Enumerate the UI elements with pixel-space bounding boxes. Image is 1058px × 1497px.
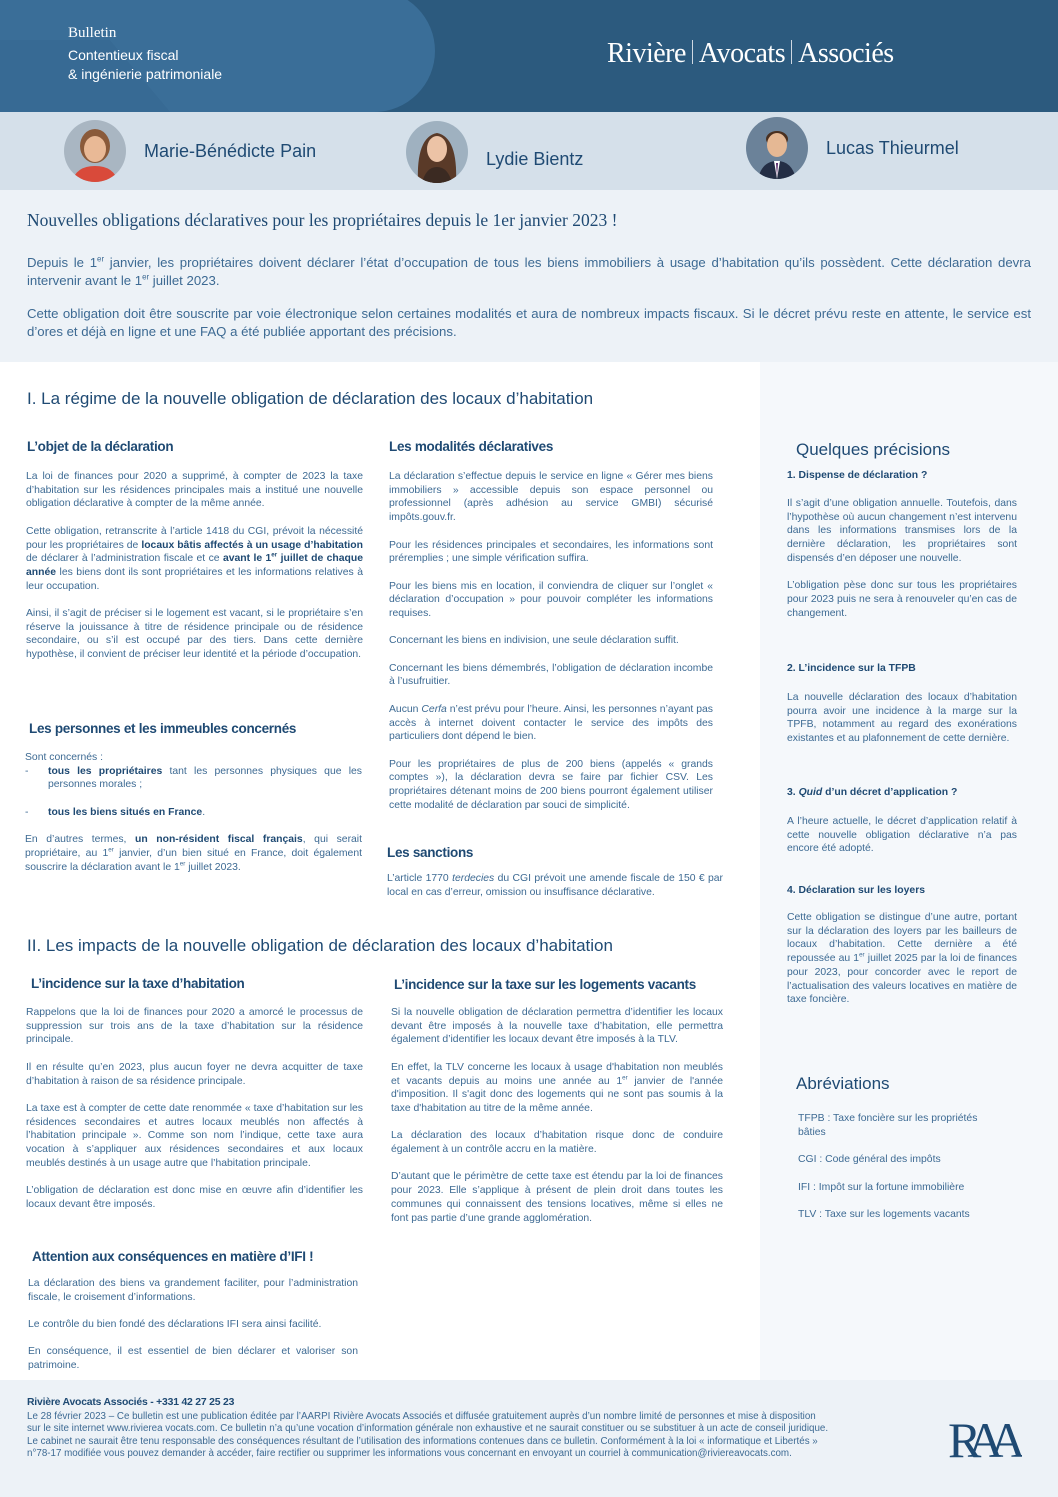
- bulletin-label: Bulletin: [68, 25, 117, 41]
- sidebar-answer: La nouvelle déclaration des locaux d’habitation pourra avoir une incidence à la marge sur la TPFB, notamment au regard des exonérations existantes et au plafonnement de cette dernière.: [787, 692, 1017, 745]
- author-name: Lydie Bientz: [486, 148, 584, 169]
- authors-band: [0, 112, 1058, 190]
- subsection-title: Les sanctions: [387, 845, 474, 860]
- abbreviation-item: IFI : Impôt sur la fortune immobilière: [798, 1182, 965, 1193]
- bulletin-subtitle-2: & ingénierie patrimoniale: [68, 66, 223, 82]
- author-name: Marie-Bénédicte Pain: [144, 140, 317, 161]
- list-item: - tous les propriétaires tant les personnes physiques que les personnes morales ;: [25, 765, 362, 792]
- abbreviation-item: CGI : Code général des impôts: [798, 1154, 941, 1165]
- abbreviation-item: TLV : Taxe sur les logements vacants: [798, 1209, 970, 1220]
- author-card: [746, 117, 959, 179]
- subsection-title: L’objet de la déclaration: [27, 439, 174, 454]
- bulletin-title-block: [68, 25, 222, 84]
- intro-section: [0, 190, 1058, 362]
- sanctions-text: L’article 1770 terdecies du CGI prévoit une amende fiscale de 150 € par local en cas d’erreur, omission ou insuffisance déclarative.: [387, 873, 723, 898]
- brand-divider: [692, 40, 693, 64]
- subsection-title: Les modalités déclaratives: [389, 439, 554, 454]
- section-title: II. Les impacts de la nouvelle obligation de déclaration des locaux d’habitation: [27, 936, 613, 955]
- sidebar-question: 1. Dispense de déclaration ?: [787, 470, 928, 481]
- avatar: [406, 121, 468, 183]
- footer-disclaimer: Le 28 février 2023 – Ce bulletin est une publication éditée par l’AARPI Rivière Avocats Associés et diffusée gratuitement auprès d’un nombre limité de personnes et mise à disposition sur le site internet www.rivierea vocats.com. Ce bulletin n’a qu’une vocation d’information générale non exhaustive et ne saurait constituer ou se substituer à un acte de conseil juridique. Le cabinet ne saurait être tenu responsable des conséquences résultant de l’utilisation des informations contenues dans ce bulletin. Conformément à la loi « informatique et Libertés » n°78-17 modifiée vous pouvez demander à accéder, faire rectifier ou supprimer les informations vous concernant en envoyant un courriel à communication@riviereavocats.com.: [27, 1411, 829, 1460]
- sidebar-title: Quelques précisions: [796, 440, 951, 459]
- personnes-text: Sont concernés : - tous les propriétaires tant les personnes physiques que les personnes morales ; - tous les biens situés en France. En d’autres termes, un non-résident fiscal français, qui serait propriétaire, au 1er janvier, d’un bien situé en France, doit également souscrire la déclaration avant le 1er juillet 2023.: [25, 751, 362, 888]
- abbreviations-title: Abréviations: [796, 1074, 890, 1093]
- abbreviation-item: TFPB : Taxe foncière sur les propriétés bâties: [798, 1113, 978, 1138]
- avatar: [64, 120, 126, 182]
- sidebar-question: 3. Quid d’un décret d’application ?: [787, 787, 958, 798]
- page-title: Nouvelles obligations déclaratives pour les propriétaires depuis le 1er janvier 2023 !: [27, 210, 618, 230]
- brand-part: Rivière: [607, 38, 686, 69]
- subsection-title: Attention aux conséquences en matière d’IFI !: [32, 1249, 314, 1264]
- footer-contact: Rivière Avocats Associés - +331 42 27 25 23: [27, 1397, 235, 1408]
- sidebar-answer: Cette obligation se distingue d’une autre, portant sur la déclaration des loyers par les bailleurs de locaux d’habitation. Cette dernière a été repoussée au 1er juillet 2025 par la loi de finances pour 2023, pour concorder avec le report de l’actualisation des valeurs locatives en matière de taxe foncière.: [787, 912, 1017, 1006]
- brand-part: Avocats: [698, 38, 786, 69]
- sidebar-question: 4. Déclaration sur les loyers: [787, 885, 926, 896]
- modalites-text: La déclaration s’effectue depuis le service en ligne « Gérer mes biens immobiliers » accessible depuis son espace personnel ou professionnel (après adhésion au service GMBI) sécurisé impôts.gouv.fr. Pour les résidences principales et secondaires, les informations sont préremplies ; une simple vérification suffira. Pour les biens mis en location, il conviendra de cliquer sur l’onglet « déclaration d’occupation » pour pouvoir compléter les informations requises. Concernant les biens en indivision, une seule déclaration suffit. Concernant les biens démembrés, l’obligation de déclaration incombe à l’usufruitier. Aucun Cerfa n’est prévu pour l’heure. Ainsi, les personnes n’ayant pas accès à internet doivent contacter le service des impôts des particuliers dont dépend le bien. Pour les propriétaires de plus de 200 biens (appelés « grands comptes »), la déclaration devra se faire par fichier CSV. Les propriétaires détenant moins de 200 biens pourront également utiliser cette modalité de déclaration par souci de simplicité.: [389, 471, 713, 811]
- author-card: [64, 120, 316, 182]
- subsection-title: L’incidence sur la taxe d’habitation: [31, 976, 245, 991]
- sidebar-question: 2. L’incidence sur la TFPB: [787, 663, 916, 674]
- intro-paragraph: Cette obligation doit être souscrite par voie électronique selon certaines modalités et aura de nombreux impacts fiscaux. Si le décret prévu reste en attente, le service est d’ores et déjà en ligne et une FAQ a été publiée apportant des précisions.: [27, 306, 1031, 339]
- tlv-text: Si la nouvelle obligation de déclaration permettra d’identifier les locaux devant être imposés à la nouvelle taxe d’habitation, elle permettra également d’identifier les locaux devant être imposés à la TLV. En effet, la TLV concerne les locaux à usage d'habitation non meublés et vacants depuis au moins une année au 1er janvier de l'année d'imposition. Il s'agit donc des logements qui ne sont pas soumis à la taxe d'habitation au titre de la même année. La déclaration des locaux d’habitation risque donc de conduire également à un contrôle accru en la matière. D’autant que le périmètre de cette taxe est étendu par la loi de finances pour 2023. Elle s’applique à présent de plein droit dans toutes les communes qui connaissent des tensions locatives, même si elles ne font pas partie d’une grande agglomération.: [391, 1007, 724, 1224]
- brand-part: Associés: [798, 38, 894, 69]
- th-text: Rappelons que la loi de finances pour 2020 a amorcé le processus de suppression sur trois ans de la taxe d’habitation sur la résidence principale. Il en résulte qu’en 2023, plus aucun foyer ne devra acquitter de taxe d’habitation à raison de sa résidence principale. La taxe est à compter de cette date renommée « taxe d’habitation sur les résidences secondaires et autres locaux meublés non affectés à l’habitation principale ». Comme son nom l’indique, cette taxe aura vocation à s’appliquer aux résidences secondaires et aux locaux meublés destinés à un usage autre que l’habitation principale. L’obligation de déclaration est donc mise en œuvre afin d’identifier les locaux devant être imposés.: [26, 1007, 363, 1210]
- sidebar-answer: Il s’agit d’une obligation annuelle. Toutefois, dans l’hypothèse où aucun changement n’est intervenu dans les informations transmises lors de la dernière déclaration, les propriétaires sont dispensés d’en déposer une nouvelle. L’obligation pèse donc sur tous les propriétaires pour 2023 puis ne sera à renouveler qu’en cas de changement.: [787, 498, 1017, 619]
- brand-divider: [791, 40, 792, 64]
- author-card: [406, 121, 583, 183]
- raa-logo: [948, 1411, 1022, 1461]
- svg-text:RAA: RAA: [948, 1412, 1012, 1461]
- header-banner: [0, 0, 1058, 112]
- avatar: [746, 117, 808, 179]
- firm-brand: [607, 38, 894, 70]
- subsection-title: Les personnes et les immeubles concernés: [29, 721, 297, 736]
- author-name: Lucas Thieurmel: [826, 137, 959, 158]
- subsection-title: L’incidence sur la taxe sur les logements vacants: [394, 977, 696, 992]
- footer: [0, 1380, 1058, 1497]
- ifi-text: La déclaration des biens va grandement faciliter, pour l’administration fiscale, le croisement d’informations. Le contrôle du bien fondé des déclarations IFI sera ainsi facilité. En conséquence, il est essentiel de bien déclarer et valoriser son patrimoine.: [28, 1278, 358, 1372]
- intro-paragraph: Depuis le 1er janvier, les propriétaires doivent déclarer l’état d’occupation de tous les biens immobiliers à usage d’habitation qu’ils possèdent. Cette déclaration devra intervenir avant le 1er juillet 2023.: [27, 254, 1031, 288]
- list-item: - tous les biens situés en France.: [25, 806, 362, 820]
- sidebar-answer: A l’heure actuelle, le décret d’application relatif à cette nouvelle obligation déclarative n’a pas encore été adopté.: [787, 816, 1017, 855]
- section-title: I. La régime de la nouvelle obligation de déclaration des locaux d’habitation: [27, 389, 594, 408]
- objet-text: La loi de finances pour 2020 a supprimé, à compter de 2023 la taxe d’habitation sur les résidences principales mais a institué une nouvelle obligation déclarative à compter de la même année. Cette obligation, retranscrite à l’article 1418 du CGI, prévoit la nécessité pour les propriétaires de locaux bâtis affectés à un usage d’habitation de déclarer à l’administration fiscale et ce avant le 1er juillet de chaque année les biens dont ils sont propriétaires et les informations relatives à leur occupation. Ainsi, il s’agit de préciser si le logement est vacant, si le propriétaire s’en réserve la jouissance à titre de résidence principale ou de résidence secondaire, ou s’il est occupé par des tiers. Dans cette dernière hypothèse, il convient de préciser leur identité et la période d’occupation.: [26, 471, 363, 661]
- bulletin-subtitle-1: Contentieux fiscal: [68, 47, 179, 63]
